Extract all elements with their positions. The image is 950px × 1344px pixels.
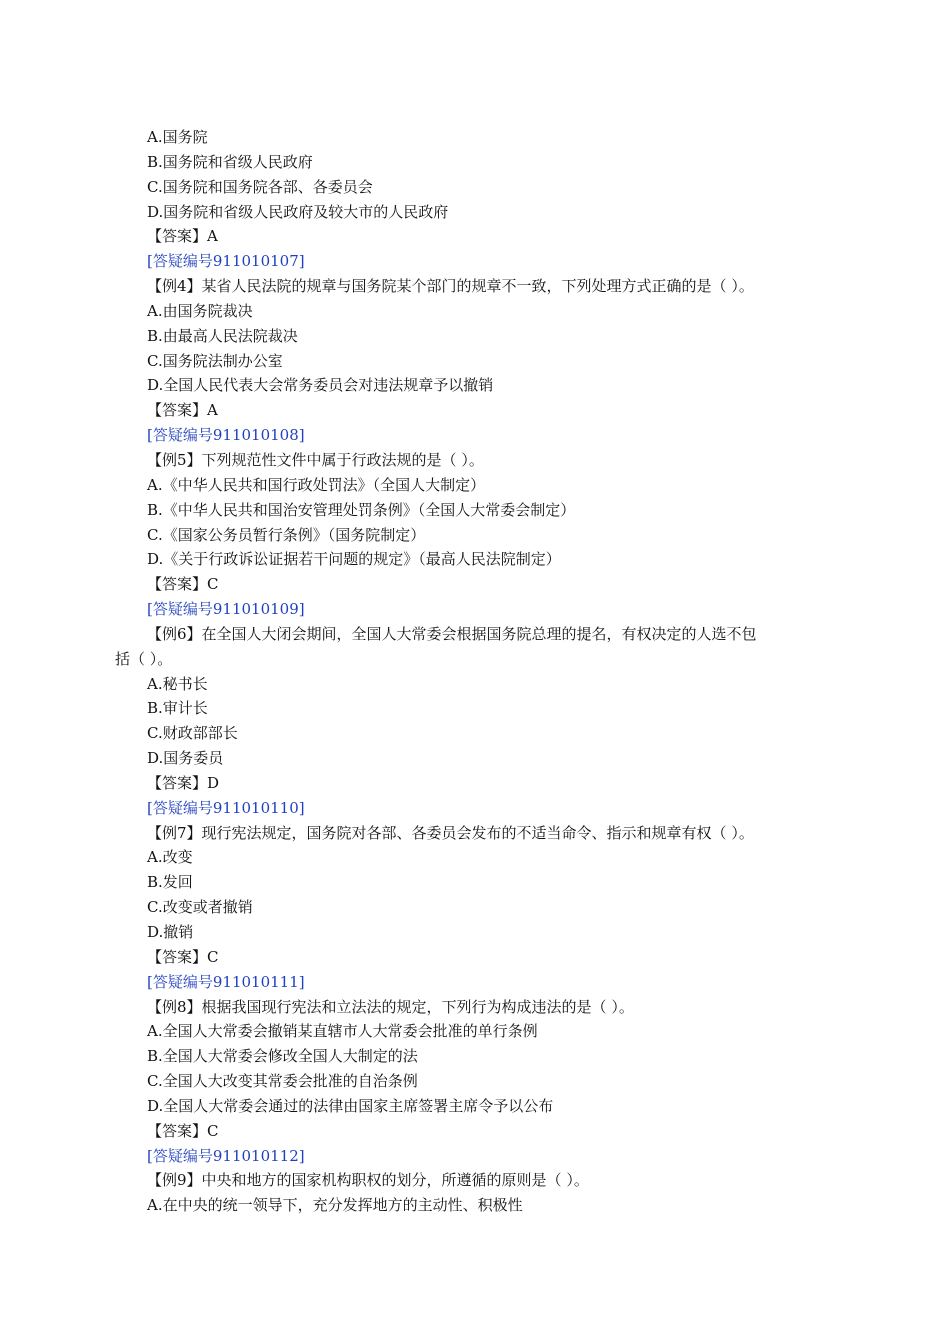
reference-id: [答疑编号911010108] (147, 426, 305, 445)
option-line: D.国务院和省级人民政府及较大市的人民政府 (147, 202, 449, 221)
option-line: A.全国人大常委会撤销某直辖市人大常委会批准的单行条例 (147, 1022, 538, 1041)
option-line: B.由最高人民法院裁决 (147, 326, 298, 345)
option-line: B.审计长 (147, 699, 208, 718)
option-line: D.国务委员 (147, 749, 224, 768)
option-line: B.发回 (147, 873, 193, 892)
option-line: B.全国人大常委会修改全国人大制定的法 (147, 1047, 418, 1066)
option-line: A.《中华人民共和国行政处罚法》（全国人大制定） (147, 475, 486, 494)
option-line: C.财政部部长 (147, 724, 238, 743)
option-line: A.在中央的统一领导下，充分发挥地方的主动性、积极性 (147, 1196, 523, 1215)
answer-line: 【答案】C (147, 1121, 219, 1140)
answer-line: 【答案】A (147, 401, 218, 420)
reference-id: [答疑编号911010111] (147, 972, 305, 991)
question-text: 【例6】在全国人大闭会期间，全国人大常委会根据国务院总理的提名，有权决定的人选不包 (147, 624, 757, 643)
question-line (115, 622, 847, 672)
question-line: 【例4】某省人民法院的规章与国务院某个部门的规章不一致，下列处理方式正确的是（ ）。 (147, 277, 754, 296)
option-line: A.由国务院裁决 (147, 301, 253, 320)
option-line: D.全国人民代表大会常务委员会对违法规章予以撤销 (147, 376, 494, 395)
option-line: C.国务院法制办公室 (147, 351, 283, 370)
question-line: 【例8】根据我国现行宪法和立法法的规定，下列行为构成违法的是（ ）。 (147, 997, 634, 1016)
reference-id: [答疑编号911010107] (147, 252, 305, 271)
option-line: C.国务院和国务院各部、各委员会 (147, 177, 373, 196)
answer-line: 【答案】C (147, 947, 219, 966)
option-line: C.《国家公务员暂行条例》（国务院制定） (147, 525, 426, 544)
reference-id: [答疑编号911010112] (147, 1146, 305, 1165)
option-line: A.国务院 (147, 128, 208, 146)
answer-line: 【答案】A (147, 227, 218, 246)
question-line: 【例9】中央和地方的国家机构职权的划分，所遵循的原则是（ ）。 (147, 1171, 589, 1190)
question-line: 【例7】现行宪法规定，国务院对各部、各委员会发布的不适当命令、指示和规章有权（ ）。 (147, 823, 754, 842)
option-line: D.《关于行政诉讼证据若干问题的规定》（最高人民法院制定） (147, 550, 561, 569)
question-continuation: 括（ ）。 (115, 649, 173, 668)
question-line: 【例5】下列规范性文件中属于行政法规的是（ ）。 (147, 450, 484, 469)
option-line: D.撤销 (147, 923, 194, 941)
reference-id: [答疑编号911010109] (147, 600, 305, 619)
document-body (115, 125, 847, 1218)
answer-line: 【答案】D (147, 773, 220, 792)
option-line: B.《中华人民共和国治安管理处罚条例》（全国人大常委会制定） (147, 500, 576, 519)
option-line: A.秘书长 (147, 674, 208, 693)
option-line: C.全国人大改变其常委会批准的自治条例 (147, 1072, 418, 1091)
option-line: A.改变 (147, 848, 193, 867)
reference-id: [答疑编号911010110] (147, 798, 305, 817)
answer-line: 【答案】C (147, 575, 219, 594)
option-line: B.国务院和省级人民政府 (147, 152, 313, 171)
option-line: D.全国人大常委会通过的法律由国家主席签署主席令予以公布 (147, 1096, 554, 1115)
option-line: C.改变或者撤销 (147, 898, 253, 917)
